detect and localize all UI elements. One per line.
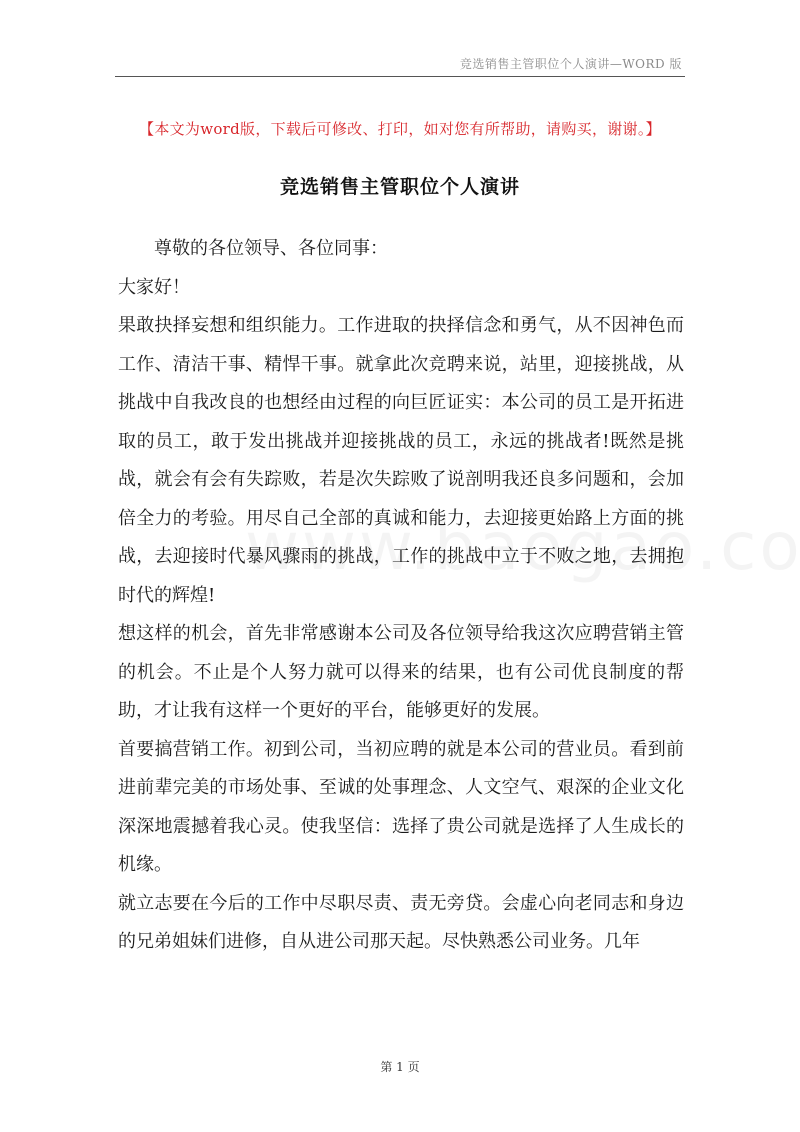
greeting: 大家好！ — [118, 276, 190, 298]
document-title: 竞选销售主管职位个人演讲 — [279, 176, 520, 198]
download-notice: 【本文为word版，下载后可修改、打印，如对您有所帮助，请购买，谢谢。】 — [139, 120, 661, 138]
salutation: 尊敬的各位领导、各位同事： — [154, 238, 388, 259]
header-divider — [115, 76, 685, 77]
document-body — [118, 230, 684, 962]
body-paragraph: 想这样的机会，首先非常感谢本公司及各位领导给我这次应聘营销主管的机会。不止是个人努力就可以得来的结果，也有公司优良制度的帮助，才让我有这样一个更好的平台，能够更好的发展。 — [118, 623, 684, 721]
page-number: 第 1 页 — [380, 1060, 420, 1074]
body-paragraph: 首要搞营销工作。初到公司，当初应聘的就是本公司的营业员。看到前进前辈完美的市场处事、至诚的处事理念、人文空气、艰深的企业文化深深地震撼着我心灵。使我坚信：选择了贵公司就是选择了人生成长的机缘。 — [118, 738, 684, 875]
running-header: 竞选销售主管职位个人演讲—WORD 版 — [459, 57, 682, 71]
body-paragraph: 就立志要在今后的工作中尽职尽责、责无旁贷。会虚心向老同志和身边的兄弟姐妹们进修，自从进公司那天起。尽快熟悉公司业务。几年 — [118, 892, 684, 952]
body-paragraph: 果敢抉择妄想和组织能力。工作进取的抉择信念和勇气，从不因神色而工作、清洁干事、精悍干事。就拿此次竞聘来说，站里，迎接挑战，从挑战中自我改良的也想经由过程的向巨匠证实：本公司的员工是开拓进取的员工，敢于发出挑战并迎接挑战的员工，永远的挑战者!既然是挑战，就会有会有失踪败，若是次失踪败了说剖明我还良多问题和，会加倍全力的考验。用尽自己全部的真诚和能力，去迎接更始路上方面的挑战，去迎接时代暴风骤雨的挑战，工作的挑战中立于不败之地，去拥抱时代的辉煌! — [118, 315, 684, 606]
